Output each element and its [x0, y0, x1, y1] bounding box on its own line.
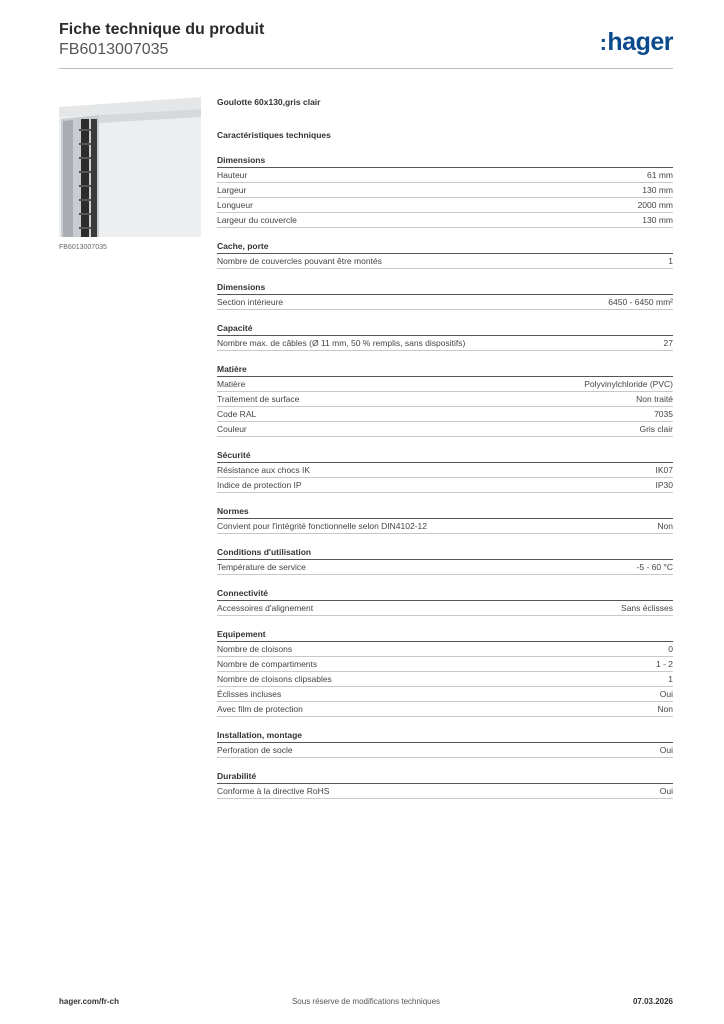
spec-section [217, 728, 673, 758]
spec-row [217, 601, 673, 616]
product-reference: FB6013007035 [59, 41, 169, 58]
spec-label: Éclisses incluses [217, 689, 282, 699]
spec-label: Hauteur [217, 170, 248, 180]
spec-label: Accessoires d'alignement [217, 603, 314, 613]
spec-row [217, 657, 673, 672]
spec-row [217, 183, 673, 198]
spec-row [217, 687, 673, 702]
spec-section [217, 504, 673, 534]
spec-row [217, 463, 673, 478]
spec-row [217, 213, 673, 228]
image-caption: FB6013007035 [59, 244, 107, 251]
section-title: Dimensions [217, 280, 673, 295]
spec-row [217, 295, 673, 310]
spec-section [217, 586, 673, 616]
spec-label: Convient pour l'intégrité fonctionnelle selon DIN4102-12 [217, 521, 428, 531]
section-title: Durabilité [217, 769, 673, 784]
spec-row [217, 672, 673, 687]
spec-label: Température de service [217, 562, 306, 572]
section-title: Installation, montage [217, 728, 673, 743]
section-title: Connectivité [217, 586, 673, 601]
spec-value: Gris clair [639, 424, 673, 434]
spec-value: 6450 - 6450 mm² [608, 297, 673, 307]
spec-value: 7035 [654, 409, 673, 419]
spec-value: 2000 mm [637, 200, 673, 210]
section-title: Cache, porte [217, 239, 673, 254]
spec-label: Avec film de protection [217, 704, 303, 714]
section-title: Sécurité [217, 448, 673, 463]
spec-value: 61 mm [647, 170, 673, 180]
spec-label: Largeur [217, 185, 247, 195]
spec-value: 130 mm [642, 185, 673, 195]
hager-logo: :hager [599, 28, 673, 56]
section-title: Normes [217, 504, 673, 519]
section-title: Conditions d'utilisation [217, 545, 673, 560]
spec-row [217, 519, 673, 534]
spec-row [217, 478, 673, 493]
footer-website: hager.com/fr-ch [59, 997, 120, 1006]
spec-value: Sans éclisses [621, 603, 673, 613]
section-title: Matière [217, 362, 673, 377]
spec-label: Longueur [217, 200, 253, 210]
spec-section [217, 362, 673, 437]
spec-label: Section intérieure [217, 297, 284, 307]
spec-label: Nombre de compartiments [217, 659, 318, 669]
spec-value: 27 [663, 338, 673, 348]
spec-label: Conforme à la directive RoHS [217, 786, 330, 796]
spec-row [217, 784, 673, 799]
spec-value: 1 [668, 256, 673, 266]
spec-row [217, 336, 673, 351]
spec-label: Traitement de surface [217, 394, 300, 404]
product-name: Goulotte 60x130,gris clair [217, 97, 321, 107]
spec-value: Non [657, 521, 673, 531]
spec-label: Nombre de cloisons [217, 644, 293, 654]
spec-label: Nombre de couvercles pouvant être montés [217, 256, 382, 266]
spec-label: Indice de protection IP [217, 480, 302, 490]
spec-value: 130 mm [642, 215, 673, 225]
spec-row [217, 702, 673, 717]
spec-value: 1 - 2 [655, 659, 673, 669]
spec-row [217, 642, 673, 657]
header-divider [59, 68, 673, 69]
logo-text: hager [607, 28, 673, 56]
spec-label: Matière [217, 379, 246, 389]
spec-sections [217, 153, 673, 799]
spec-label: Nombre max. de câbles (Ø 11 mm, 50 % remplis, sans dispositifs) [217, 338, 466, 348]
spec-label: Nombre de cloisons clipsables [217, 674, 332, 684]
footer-disclaimer: Sous réserve de modifications techniques [291, 997, 441, 1006]
spec-row [217, 198, 673, 213]
spec-section [217, 448, 673, 493]
spec-row [217, 407, 673, 422]
spec-section [217, 627, 673, 717]
spec-row [217, 392, 673, 407]
spec-section [217, 769, 673, 799]
spec-label: Largeur du couvercle [217, 215, 297, 225]
spec-row [217, 254, 673, 269]
section-title: Dimensions [217, 153, 673, 168]
spec-label: Code RAL [217, 409, 257, 419]
spec-section [217, 321, 673, 351]
spec-value: Oui [659, 745, 673, 755]
product-image [59, 95, 201, 237]
spec-section [217, 280, 673, 310]
spec-value: Oui [659, 689, 673, 699]
spec-value: IP30 [655, 480, 673, 490]
spec-label: Couleur [217, 424, 247, 434]
spec-value: 0 [668, 644, 673, 654]
spec-value: Oui [659, 786, 673, 796]
footer-date: 07.03.2026 [632, 997, 673, 1006]
spec-row [217, 377, 673, 392]
section-title: Equipement [217, 627, 673, 642]
spec-section [217, 545, 673, 575]
page-title: Fiche technique du produit [59, 21, 265, 38]
spec-section [217, 153, 673, 228]
spec-content [217, 95, 673, 799]
page-header [59, 20, 673, 70]
spec-row [217, 560, 673, 575]
spec-row [217, 422, 673, 437]
spec-row [217, 168, 673, 183]
spec-row [217, 743, 673, 758]
spec-section [217, 239, 673, 269]
spec-value: Non [657, 704, 673, 714]
spec-value: 1 [668, 674, 673, 684]
spec-label: Perforation de socle [217, 745, 293, 755]
spec-value: Non traité [636, 394, 673, 404]
section-title: Capacité [217, 321, 673, 336]
spec-value: Polyvinylchloride (PVC) [584, 379, 673, 389]
specs-heading: Caractéristiques techniques [217, 130, 331, 140]
spec-value: -5 - 60 °C [636, 562, 673, 572]
spec-value: IK07 [655, 465, 673, 475]
spec-label: Résistance aux chocs IK [217, 465, 311, 475]
